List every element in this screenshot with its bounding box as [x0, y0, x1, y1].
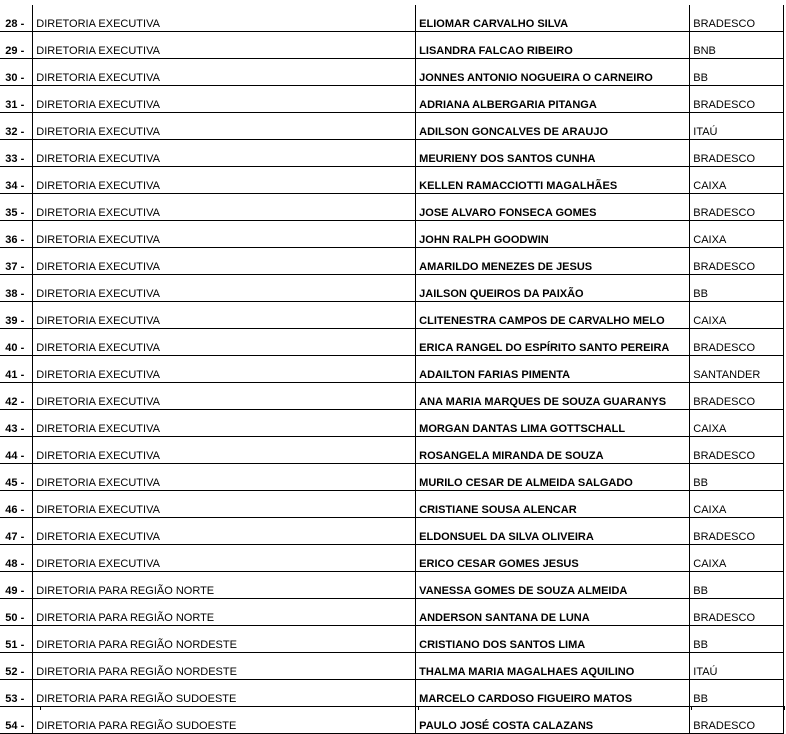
bank-cell: BRADESCO: [690, 140, 784, 167]
bank-cell: BB: [690, 59, 784, 86]
table-row: [0, 437, 784, 464]
member-name-cell: THALMA MARIA MAGALHAES AQUILINO: [416, 653, 690, 680]
member-name-cell: LISANDRA FALCAO RIBEIRO: [416, 32, 690, 59]
department-cell: DIRETORIA EXECUTIVA: [33, 86, 416, 113]
member-name-cell: VANESSA GOMES DE SOUZA ALMEIDA: [416, 572, 690, 599]
bank-cell: CAIXA: [690, 491, 784, 518]
table-row: [0, 248, 784, 275]
row-number-cell: 40 -: [0, 329, 33, 356]
table-row: [0, 167, 784, 194]
table-row: [0, 356, 784, 383]
row-number-cell: 29 -: [0, 32, 33, 59]
member-name-cell: AMARILDO MENEZES DE JESUS: [416, 248, 690, 275]
bank-cell: BB: [690, 680, 784, 707]
department-cell: DIRETORIA PARA REGIÃO NORTE: [33, 599, 416, 626]
table-row: [0, 410, 784, 437]
members-table: [0, 5, 784, 734]
department-cell: DIRETORIA PARA REGIÃO SUDOESTE: [33, 680, 416, 707]
bank-cell: CAIXA: [690, 221, 784, 248]
table-row: [0, 491, 784, 518]
member-name-cell: ANA MARIA MARQUES DE SOUZA GUARANYS: [416, 383, 690, 410]
bank-cell: BRADESCO: [690, 518, 784, 545]
bank-cell: BB: [690, 275, 784, 302]
bank-cell: BB: [690, 464, 784, 491]
row-number-cell: 54 -: [0, 707, 33, 734]
row-number-cell: 39 -: [0, 302, 33, 329]
member-name-cell: JOHN RALPH GOODWIN: [416, 221, 690, 248]
table-row: [0, 626, 784, 653]
bank-cell: BRADESCO: [690, 194, 784, 221]
department-cell: DIRETORIA EXECUTIVA: [33, 518, 416, 545]
member-name-cell: JOSE ALVARO FONSECA GOMES: [416, 194, 690, 221]
table-row: [0, 599, 784, 626]
department-cell: DIRETORIA EXECUTIVA: [33, 329, 416, 356]
department-cell: DIRETORIA EXECUTIVA: [33, 464, 416, 491]
member-name-cell: MEURIENY DOS SANTOS CUNHA: [416, 140, 690, 167]
row-number-cell: 49 -: [0, 572, 33, 599]
table-row: [0, 572, 784, 599]
bank-cell: CAIXA: [690, 545, 784, 572]
member-name-cell: MORGAN DANTAS LIMA GOTTSCHALL: [416, 410, 690, 437]
member-name-cell: ADILSON GONCALVES DE ARAUJO: [416, 113, 690, 140]
department-cell: DIRETORIA EXECUTIVA: [33, 545, 416, 572]
department-cell: DIRETORIA EXECUTIVA: [33, 140, 416, 167]
department-cell: DIRETORIA EXECUTIVA: [33, 113, 416, 140]
department-cell: DIRETORIA EXECUTIVA: [33, 302, 416, 329]
table-row: [0, 464, 784, 491]
row-number-cell: 46 -: [0, 491, 33, 518]
bank-cell: BRADESCO: [690, 707, 784, 734]
member-name-cell: JONNES ANTONIO NOGUEIRA O CARNEIRO: [416, 59, 690, 86]
table-row: [0, 32, 784, 59]
table-row: [0, 59, 784, 86]
department-cell: DIRETORIA EXECUTIVA: [33, 248, 416, 275]
department-cell: DIRETORIA EXECUTIVA: [33, 194, 416, 221]
department-cell: DIRETORIA EXECUTIVA: [33, 437, 416, 464]
row-number-cell: 50 -: [0, 599, 33, 626]
bank-cell: BRADESCO: [690, 437, 784, 464]
table-row: [0, 275, 784, 302]
bank-cell: BRADESCO: [690, 5, 784, 32]
bank-cell: BRADESCO: [690, 599, 784, 626]
table-row: [0, 707, 784, 734]
row-number-cell: 36 -: [0, 221, 33, 248]
bank-cell: CAIXA: [690, 302, 784, 329]
bank-cell: BB: [690, 626, 784, 653]
bank-cell: BRADESCO: [690, 86, 784, 113]
row-number-cell: 33 -: [0, 140, 33, 167]
row-number-cell: 37 -: [0, 248, 33, 275]
member-name-cell: ADRIANA ALBERGARIA PITANGA: [416, 86, 690, 113]
bank-cell: BRADESCO: [690, 329, 784, 356]
table-row: [0, 383, 784, 410]
bank-cell: BNB: [690, 32, 784, 59]
row-number-cell: 48 -: [0, 545, 33, 572]
member-name-cell: CLITENESTRA CAMPOS DE CARVALHO MELO: [416, 302, 690, 329]
member-name-cell: JAILSON QUEIROS DA PAIXÃO: [416, 275, 690, 302]
row-number-cell: 31 -: [0, 86, 33, 113]
grid-line: [691, 706, 692, 710]
department-cell: DIRETORIA PARA REGIÃO SUDOESTE: [33, 707, 416, 734]
member-name-cell: ERICA RANGEL DO ESPÍRITO SANTO PEREIRA: [416, 329, 690, 356]
grid-line: [418, 706, 419, 710]
department-cell: DIRETORIA EXECUTIVA: [33, 221, 416, 248]
bank-cell: CAIXA: [690, 410, 784, 437]
row-number-cell: 47 -: [0, 518, 33, 545]
member-name-cell: KELLEN RAMACCIOTTI MAGALHÃES: [416, 167, 690, 194]
member-name-cell: CRISTIANE SOUSA ALENCAR: [416, 491, 690, 518]
table-row: [0, 302, 784, 329]
department-cell: DIRETORIA EXECUTIVA: [33, 275, 416, 302]
row-number-cell: 38 -: [0, 275, 33, 302]
department-cell: DIRETORIA EXECUTIVA: [33, 356, 416, 383]
bank-cell: CAIXA: [690, 167, 784, 194]
member-name-cell: ERICO CESAR GOMES JESUS: [416, 545, 690, 572]
row-number-cell: 41 -: [0, 356, 33, 383]
member-name-cell: ELIOMAR CARVALHO SILVA: [416, 5, 690, 32]
member-name-cell: MARCELO CARDOSO FIGUEIRO MATOS: [416, 680, 690, 707]
bank-cell: BRADESCO: [690, 248, 784, 275]
department-cell: DIRETORIA PARA REGIÃO NORTE: [33, 572, 416, 599]
row-number-cell: 28 -: [0, 5, 33, 32]
department-cell: DIRETORIA EXECUTIVA: [33, 5, 416, 32]
department-cell: DIRETORIA EXECUTIVA: [33, 383, 416, 410]
table-row: [0, 680, 784, 707]
table-row: [0, 518, 784, 545]
row-number-cell: 53 -: [0, 680, 33, 707]
members-table-body: [0, 5, 784, 734]
member-name-cell: ADAILTON FARIAS PIMENTA: [416, 356, 690, 383]
table-row: [0, 140, 784, 167]
row-number-cell: 51 -: [0, 626, 33, 653]
row-number-cell: 52 -: [0, 653, 33, 680]
table-row: [0, 5, 784, 32]
department-cell: DIRETORIA EXECUTIVA: [33, 59, 416, 86]
bank-cell: BB: [690, 572, 784, 599]
table-row: [0, 113, 784, 140]
row-number-cell: 42 -: [0, 383, 33, 410]
bank-cell: ITAÚ: [690, 653, 784, 680]
member-name-cell: ANDERSON SANTANA DE LUNA: [416, 599, 690, 626]
department-cell: DIRETORIA PARA REGIÃO NORDESTE: [33, 653, 416, 680]
table-row: [0, 653, 784, 680]
table-row: [0, 545, 784, 572]
member-name-cell: ELDONSUEL DA SILVA OLIVEIRA: [416, 518, 690, 545]
row-number-cell: 35 -: [0, 194, 33, 221]
row-number-cell: 32 -: [0, 113, 33, 140]
member-name-cell: ROSANGELA MIRANDA DE SOUZA: [416, 437, 690, 464]
member-name-cell: CRISTIANO DOS SANTOS LIMA: [416, 626, 690, 653]
table-row: [0, 194, 784, 221]
department-cell: DIRETORIA EXECUTIVA: [33, 32, 416, 59]
member-name-cell: PAULO JOSÉ COSTA CALAZANS: [416, 707, 690, 734]
department-cell: DIRETORIA EXECUTIVA: [33, 410, 416, 437]
row-number-cell: 43 -: [0, 410, 33, 437]
table-row: [0, 329, 784, 356]
department-cell: DIRETORIA EXECUTIVA: [33, 491, 416, 518]
bank-cell: BRADESCO: [690, 383, 784, 410]
row-number-cell: 34 -: [0, 167, 33, 194]
department-cell: DIRETORIA EXECUTIVA: [33, 167, 416, 194]
table-row: [0, 221, 784, 248]
bank-cell: SANTANDER: [690, 356, 784, 383]
table-row: [0, 86, 784, 113]
row-number-cell: 45 -: [0, 464, 33, 491]
bank-cell: ITAÚ: [690, 113, 784, 140]
row-number-cell: 44 -: [0, 437, 33, 464]
next-row-partial: [40, 706, 786, 710]
row-number-cell: 30 -: [0, 59, 33, 86]
member-name-cell: MURILO CESAR DE ALMEIDA SALGADO: [416, 464, 690, 491]
department-cell: DIRETORIA PARA REGIÃO NORDESTE: [33, 626, 416, 653]
grid-line: [784, 706, 785, 710]
